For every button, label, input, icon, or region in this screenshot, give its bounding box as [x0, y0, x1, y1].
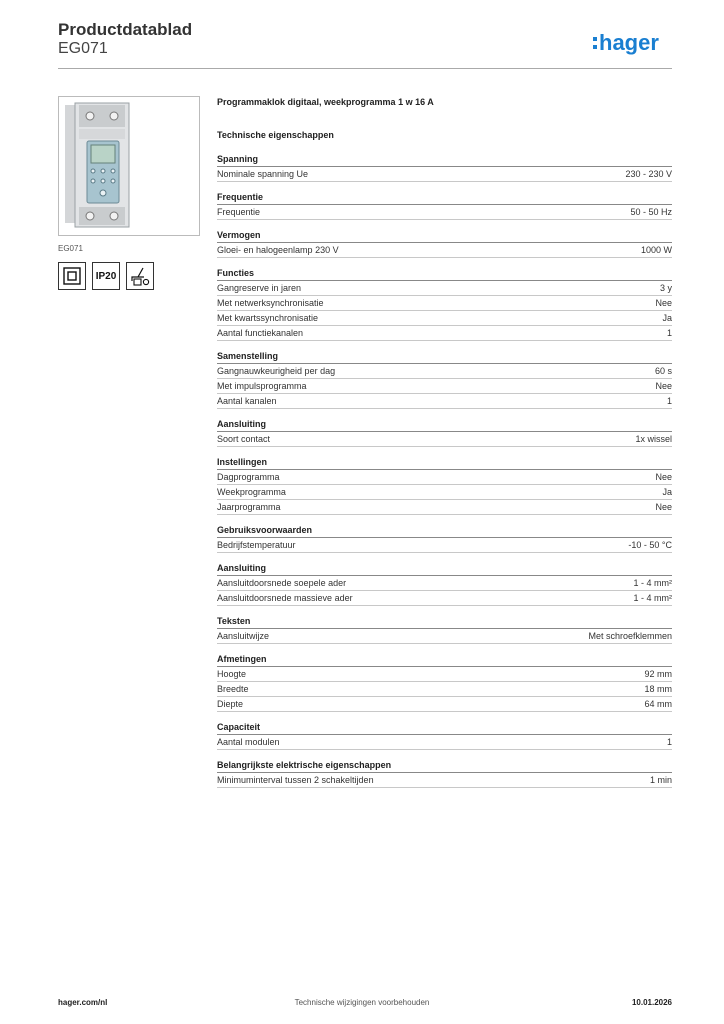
spec-value: 1 - 4 mm² [633, 578, 672, 588]
hager-logo [592, 28, 674, 56]
spec-label: Met kwartssynchronisatie [217, 313, 319, 323]
spec-value: 1 [666, 396, 672, 406]
certification-badges [58, 262, 154, 290]
product-code: EG071 [58, 40, 108, 57]
section-heading: Teksten [217, 615, 672, 629]
section-heading: Spanning [217, 153, 672, 167]
spec-label: Aantal functiekanalen [217, 328, 304, 338]
spec-section [217, 350, 672, 409]
spec-row [217, 281, 672, 296]
spec-section [217, 267, 672, 341]
spec-section [217, 456, 672, 515]
double-insulation-badge [58, 262, 86, 290]
ip20-badge [92, 262, 120, 290]
spec-label: Aansluitwijze [217, 631, 270, 641]
section-heading: Belangrijkste elektrische eigenschappen [217, 759, 672, 773]
spec-value: Nee [655, 298, 672, 308]
spec-label: Aansluitdoorsnede soepele ader [217, 578, 347, 588]
spec-label: Diepte [217, 699, 244, 709]
spec-value: 230 - 230 V [625, 169, 672, 179]
spec-row [217, 296, 672, 311]
product-image-frame [58, 96, 200, 236]
spec-label: Nominale spanning Ue [217, 169, 309, 179]
spec-label: Met netwerksynchronisatie [217, 298, 324, 308]
footer-date: 10.01.2026 [631, 998, 672, 1007]
spec-label: Gloei- en halogeenlamp 230 V [217, 245, 339, 255]
spec-label: Soort contact [217, 434, 271, 444]
spec-row [217, 697, 672, 712]
spec-row [217, 470, 672, 485]
logo-wordmark: hager [599, 30, 659, 55]
footer-disclaimer: Technische wijzigingen voorbehouden [294, 998, 430, 1007]
spec-label: Gangnauwkeurigheid per dag [217, 366, 336, 376]
spec-section [217, 721, 672, 750]
section-heading: Instellingen [217, 456, 672, 470]
spec-value: Ja [662, 313, 672, 323]
ip20-label: IP20 [95, 270, 117, 282]
spec-label: Hoogte [217, 669, 247, 679]
spec-row [217, 629, 672, 644]
spec-value: Nee [655, 502, 672, 512]
spec-label: Aantal modulen [217, 737, 280, 747]
spec-value: Ja [662, 487, 672, 497]
spec-row [217, 500, 672, 515]
section-heading: Functies [217, 267, 672, 281]
product-image [59, 97, 199, 235]
spec-row [217, 311, 672, 326]
double-insulation-icon [62, 266, 82, 286]
spec-row [217, 326, 672, 341]
spec-label: Jaarprogramma [217, 502, 281, 512]
section-heading: Vermogen [217, 229, 672, 243]
spec-row [217, 773, 672, 788]
spec-label: Bedrijfstemperatuur [217, 540, 296, 550]
spec-row [217, 167, 672, 182]
spec-section [217, 653, 672, 712]
spec-row [217, 667, 672, 682]
spec-content [217, 96, 672, 797]
spec-value: 3 y [659, 283, 672, 293]
spec-label: Frequentie [217, 207, 261, 217]
spec-value: 60 s [654, 366, 672, 376]
spec-value: 1 min [649, 775, 672, 785]
spec-section [217, 191, 672, 220]
header-divider [58, 68, 672, 69]
spec-value: Nee [655, 381, 672, 391]
spec-value: 64 mm [644, 699, 672, 709]
spec-row [217, 682, 672, 697]
spec-label: Gangreserve in jaren [217, 283, 302, 293]
spec-sections [217, 153, 672, 788]
section-heading: Aansluiting [217, 562, 672, 576]
spec-row [217, 735, 672, 750]
spec-row [217, 538, 672, 553]
spec-value: 1 [666, 737, 672, 747]
section-heading: Frequentie [217, 191, 672, 205]
spec-value: 1x wissel [635, 434, 672, 444]
spec-value: 50 - 50 Hz [630, 207, 672, 217]
spec-row [217, 591, 672, 606]
spec-section [217, 615, 672, 644]
spec-row [217, 205, 672, 220]
spec-section [217, 759, 672, 788]
spec-row [217, 485, 672, 500]
spec-label: Weekprogramma [217, 487, 286, 497]
page-title: Productdatablad [58, 20, 193, 39]
spec-value: 92 mm [644, 669, 672, 679]
spec-section [217, 418, 672, 447]
spec-label: Aantal kanalen [217, 396, 277, 406]
spec-label: Dagprogramma [217, 472, 280, 482]
section-heading: Samenstelling [217, 350, 672, 364]
spec-value: 1 - 4 mm² [633, 593, 672, 603]
product-image-caption: EG071 [58, 244, 83, 253]
spec-value: 18 mm [644, 684, 672, 694]
section-heading: Aansluiting [217, 418, 672, 432]
footer-website: hager.com/nl [58, 998, 108, 1007]
section-heading: Afmetingen [217, 653, 672, 667]
dial-symbol-icon [129, 265, 151, 287]
spec-row [217, 576, 672, 591]
spec-row [217, 364, 672, 379]
spec-row [217, 379, 672, 394]
spec-value: Met schroefklemmen [588, 631, 672, 641]
spec-section [217, 524, 672, 553]
spec-label: Met impulsprogramma [217, 381, 307, 391]
spec-value: -10 - 50 °C [628, 540, 672, 550]
spec-label: Aansluitdoorsnede massieve ader [217, 593, 353, 603]
spec-section [217, 562, 672, 606]
spec-section [217, 153, 672, 182]
spec-row [217, 243, 672, 258]
spec-value: Nee [655, 472, 672, 482]
section-heading: Capaciteit [217, 721, 672, 735]
dial-symbol-badge [126, 262, 154, 290]
section-heading: Gebruiksvoorwaarden [217, 524, 672, 538]
spec-label: Breedte [217, 684, 249, 694]
spec-label: Minimuminterval tussen 2 schakeltijden [217, 775, 374, 785]
product-description: Programmaklok digitaal, weekprogramma 1 w 16 A [217, 97, 434, 107]
spec-row [217, 394, 672, 409]
spec-value: 1 [666, 328, 672, 338]
spec-row [217, 432, 672, 447]
technical-properties-heading: Technische eigenschappen [217, 130, 334, 140]
spec-section [217, 229, 672, 258]
spec-value: 1000 W [640, 245, 672, 255]
